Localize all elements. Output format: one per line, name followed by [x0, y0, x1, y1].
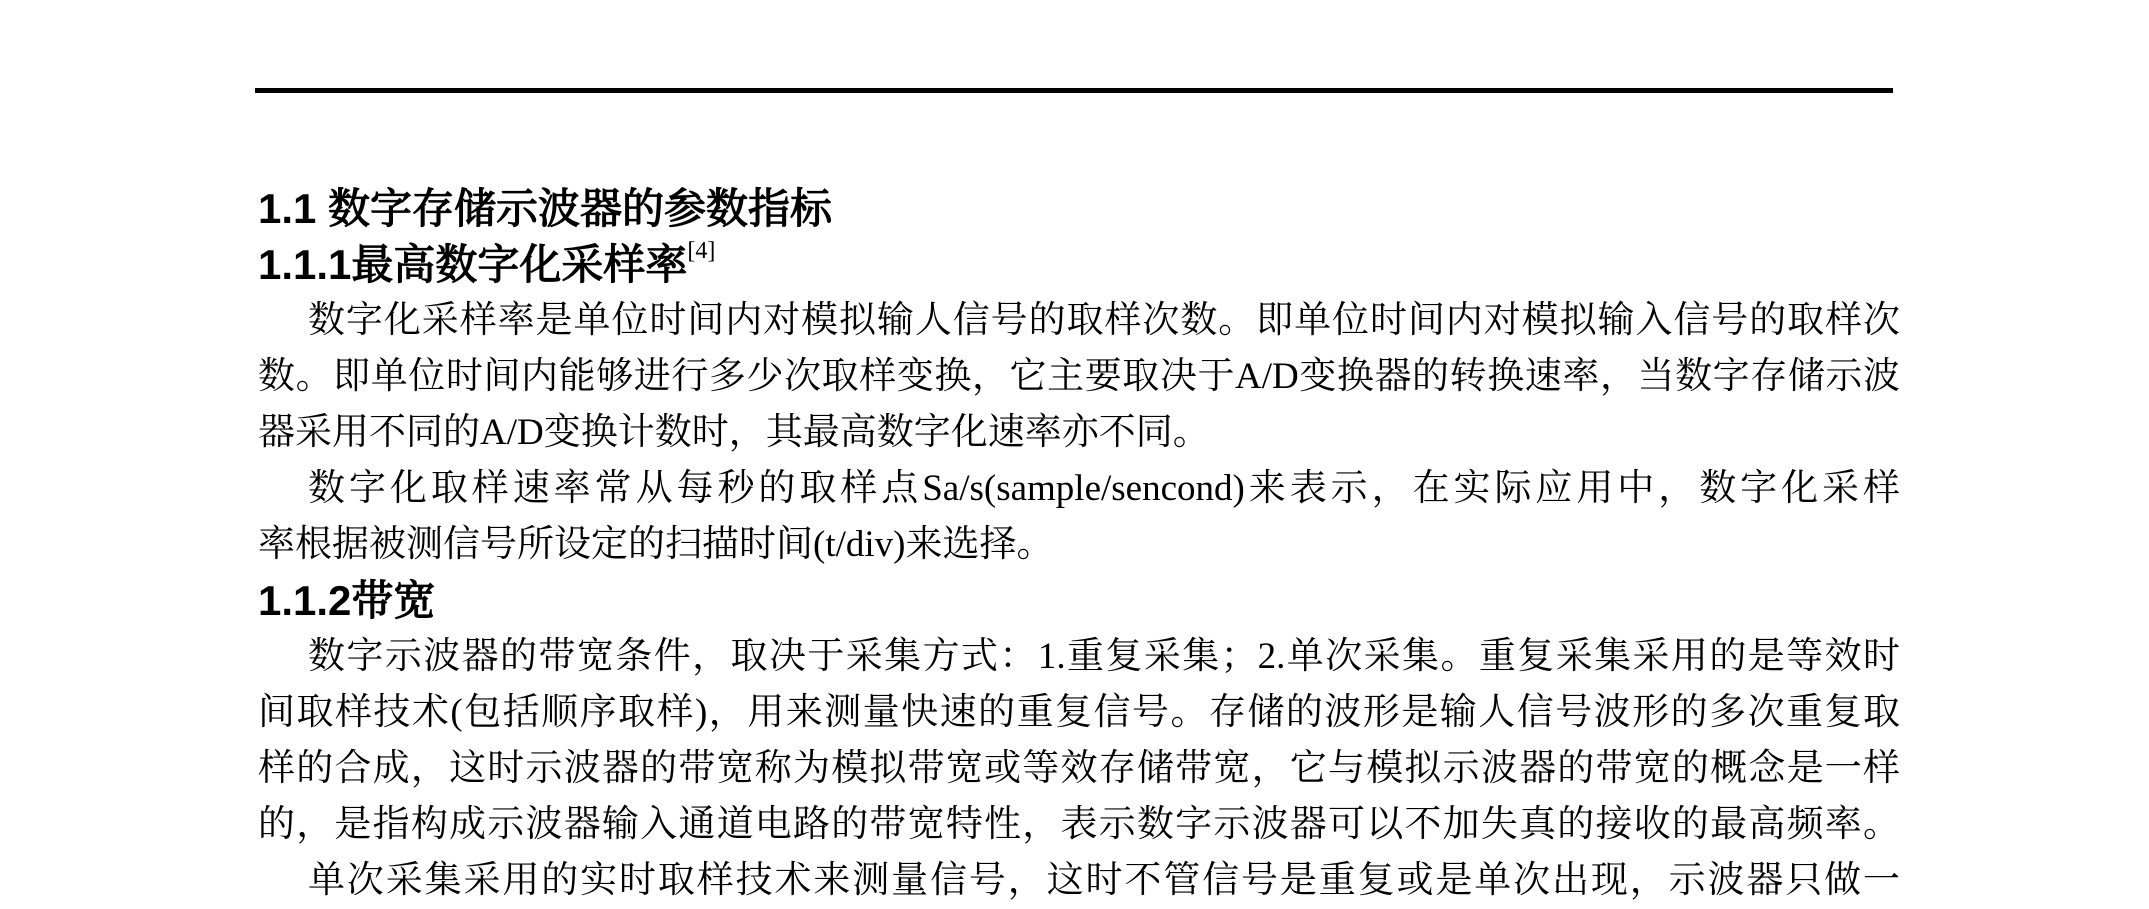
section-heading-1-1: 1.1 数字存储示波器的参数指标	[258, 185, 833, 232]
text-line: 数字化采样率是单位时间内对模拟输人信号的取样次数。即单位时间内对模拟输入信号的取样次	[308, 300, 1900, 341]
text-line: 单次采集采用的实时取样技术来测量信号，这时不管信号是重复或是单次出现，示波器只做一	[308, 860, 1900, 901]
text-line: 间取样技术(包括顺序取样)，用来测量快速的重复信号。存储的波形是输人信号波形的多次重复取	[258, 692, 1900, 733]
document-content	[258, 181, 1900, 909]
text-line: 样的合成，这时示波器的带宽称为模拟带宽或等效存储带宽，它与模拟示波器的带宽的概念是一样	[258, 748, 1900, 789]
text-line: 器采用不同的A/D变换计数时，其最高数字化速率亦不同。	[258, 412, 1210, 453]
footnote-reference-4: [4]	[687, 238, 716, 264]
subsection-heading-1-1-1-text: 1.1.1最高数字化采样率	[258, 241, 688, 288]
text-line: 的，是指构成示波器输入通道电路的带宽特性，表示数字示波器可以不加失真的接收的最高频率。	[258, 804, 1900, 845]
text-line: 数字示波器的带宽条件，取决于采集方式：1.重复采集；2.单次采集。重复采集采用的是等效时	[308, 636, 1900, 677]
text-line: 数。即单位时间内能够进行多少次取样变换，它主要取决于A/D变换器的转换速率，当数字存储示波	[258, 356, 1900, 397]
text-line: 数字化取样速率常从每秒的取样点Sa/s(sample/sencond)来表示，在实际应用中，数字化采样	[308, 468, 1900, 509]
subsection-heading-1-1-2: 1.1.2带宽	[258, 577, 436, 624]
subsection-heading-1-1-1	[258, 237, 1900, 293]
text-line: 率根据被测信号所设定的扫描时间(t/div)来选择。	[258, 524, 1054, 565]
header-rule	[255, 88, 1893, 93]
